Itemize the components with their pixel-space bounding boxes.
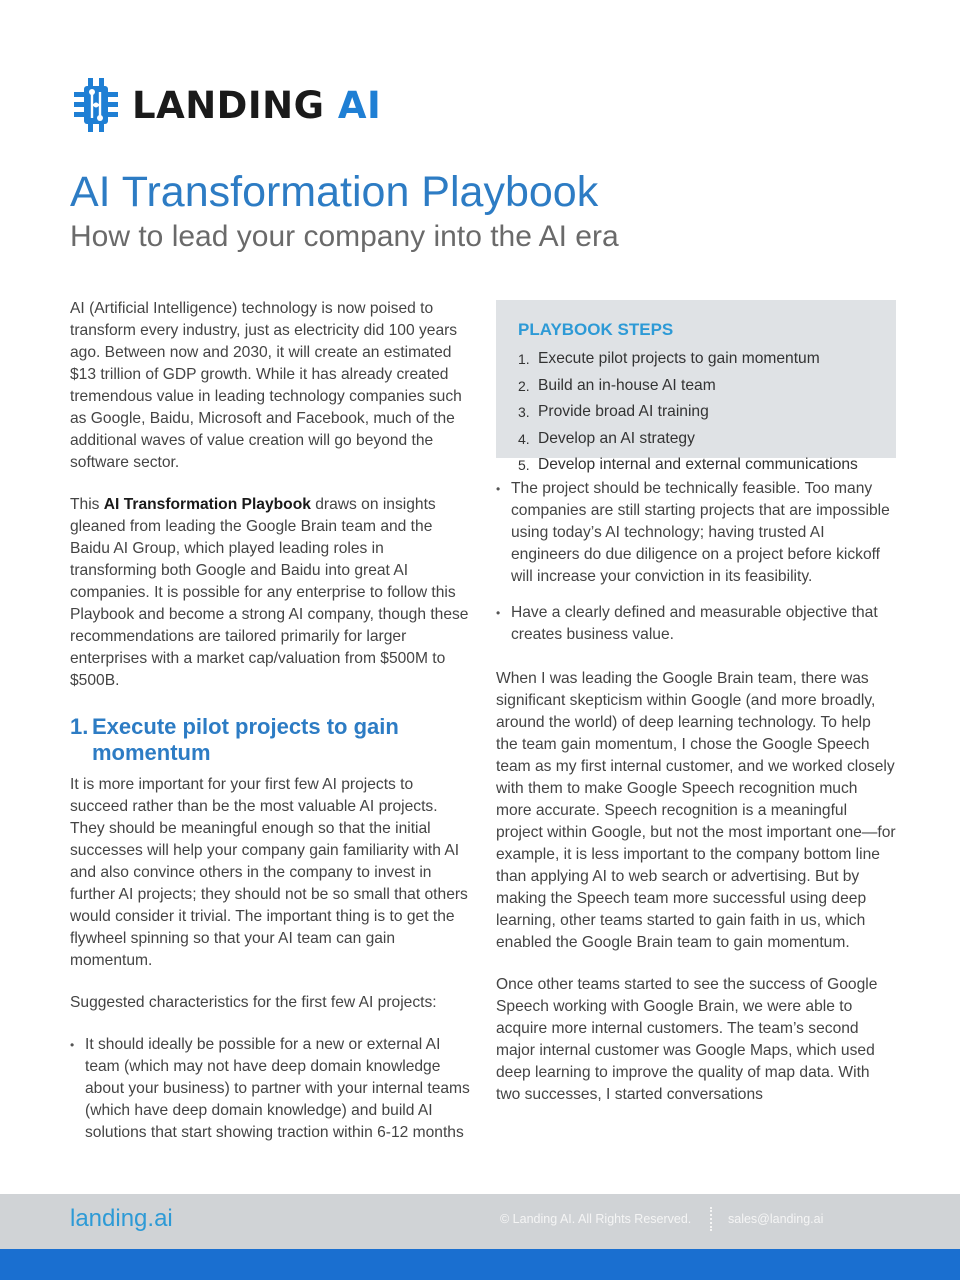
step-number: 3. xyxy=(518,404,530,420)
intro-paragraph-1: AI (Artificial Intelligence) technology is now poised to transform every industry, just as electricity did 100 years ago. Between now and 2030, it will create an estimated $13 trillion of GDP growth. While it has already created tremendous value in leading technology companies such as Google, Baidu, Microsoft and Facebook, much of the additional waves of value creation will go beyond the software sector. xyxy=(70,300,462,471)
section-1-paragraph-1: It is more important for your first few AI projects to succeed rather than be the most valuable AI projects. They should be meaningful enough so that the initial successes will help your company gain familiarity with AI and also convince others in the company to invest in further AI projects; they should not be so small that others would consider it trivial. The important thing is to get the flywheel spinning so that your AI team can gain momentum. xyxy=(70,776,468,969)
playbook-step xyxy=(518,452,876,479)
page-title: AI Transformation Playbook xyxy=(70,168,599,216)
page-subtitle: How to lead your company into the AI era xyxy=(70,220,619,253)
playbook-step xyxy=(518,399,876,426)
brand-name xyxy=(132,84,381,127)
right-column xyxy=(496,300,896,1106)
step-number: 4. xyxy=(518,430,530,447)
left-column xyxy=(70,298,470,1144)
intro-p2-before: This xyxy=(70,496,104,513)
playbook-steps-list xyxy=(518,346,876,479)
step-number: 2. xyxy=(518,377,530,394)
footer-divider xyxy=(710,1207,712,1231)
intro-p2-after: draws on insights gleaned from leading the Google Brain team and the Baidu AI Group, which played leading roles in transforming both Google and Baidu into great AI companies. It is possible for any enterprise to follow this Playbook and become a strong AI company, though these recommendations are tailored primarily for larger enterprises with a market cap/valuation from $500M to $500B. xyxy=(70,496,469,689)
footer-copyright: © Landing AI. All Rights Reserved. xyxy=(500,1212,692,1226)
google-brain-paragraph-1: When I was leading the Google Brain team, there was significant skepticism within Google (and more broadly, around the world) of deep learning technology. To help the team gain momentum, I chose the Google Speech team as my first internal customer, and we worked closely with them to make Google Speech recognition much more accurate. Speech recognition is a meaningful project within Google, but not the most important one—for example, it is less important to the company bottom line than applying AI to web search or advertising. But by making the Speech team more successful using deep learning, other teams started to gain faith in us, which enabled the Google Brain team to gain momentum. xyxy=(496,670,896,951)
characteristics-list-left xyxy=(70,1034,470,1144)
section-1-paragraph-2: Suggested characteristics for the first few AI projects: xyxy=(70,994,437,1011)
section-1-number: 1. xyxy=(70,714,89,739)
characteristics-list-right xyxy=(496,478,896,646)
step-label: Execute pilot projects to gain momentum xyxy=(538,350,820,367)
step-label: Develop an AI strategy xyxy=(538,429,695,447)
intro-paragraph-2 xyxy=(70,494,470,692)
step-label: Develop internal and external communications xyxy=(538,456,858,473)
footer-accent-bar xyxy=(0,1249,960,1280)
playbook-step xyxy=(518,346,876,373)
intro-p2-bold: AI Transformation Playbook xyxy=(103,496,311,513)
step-number: 1. xyxy=(518,351,530,367)
footer-website-link[interactable]: landing.ai xyxy=(70,1205,173,1232)
playbook-step xyxy=(518,373,876,400)
footer-email-link[interactable]: sales@landing.ai xyxy=(728,1212,824,1226)
brand-logo xyxy=(70,78,381,132)
brand-name-main: LANDING xyxy=(132,83,325,127)
step-number: 5. xyxy=(518,457,530,473)
step-label: Build an in-house AI team xyxy=(538,376,716,394)
section-1-heading xyxy=(70,714,470,766)
playbook-steps-heading: PLAYBOOK STEPS xyxy=(518,320,674,339)
playbook-steps-box xyxy=(496,300,896,473)
list-item: • The project should be technically feasible. Too many companies are still starting projects that are impossible using today’s AI technology; having trusted AI engineers do due diligence on a project before kickoff will increase your conviction in its feasibility. xyxy=(496,478,896,588)
section-1-title: Execute pilot projects to gain momentum xyxy=(92,714,399,765)
google-brain-paragraph-2: Once other teams started to see the success of Google Speech working with Google Brain, we were able to acquire more internal customers. The team’s second major internal customer was Google Maps, which used deep learning to improve the quality of map data. With two successes, I started conversations xyxy=(496,976,878,1103)
list-item: • Have a clearly defined and measurable objective that creates business value. xyxy=(496,602,896,646)
step-label: Provide broad AI training xyxy=(538,403,709,420)
brand-name-accent: AI xyxy=(337,83,382,127)
list-item: • It should ideally be possible for a new or external AI team (which may not have deep domain knowledge about your business) to partner with your internal teams (which have deep domain knowledge) and build AI solutions that start showing traction within 6-12 months xyxy=(70,1034,470,1144)
playbook-step xyxy=(518,426,876,453)
chip-circuit-icon xyxy=(70,78,122,132)
